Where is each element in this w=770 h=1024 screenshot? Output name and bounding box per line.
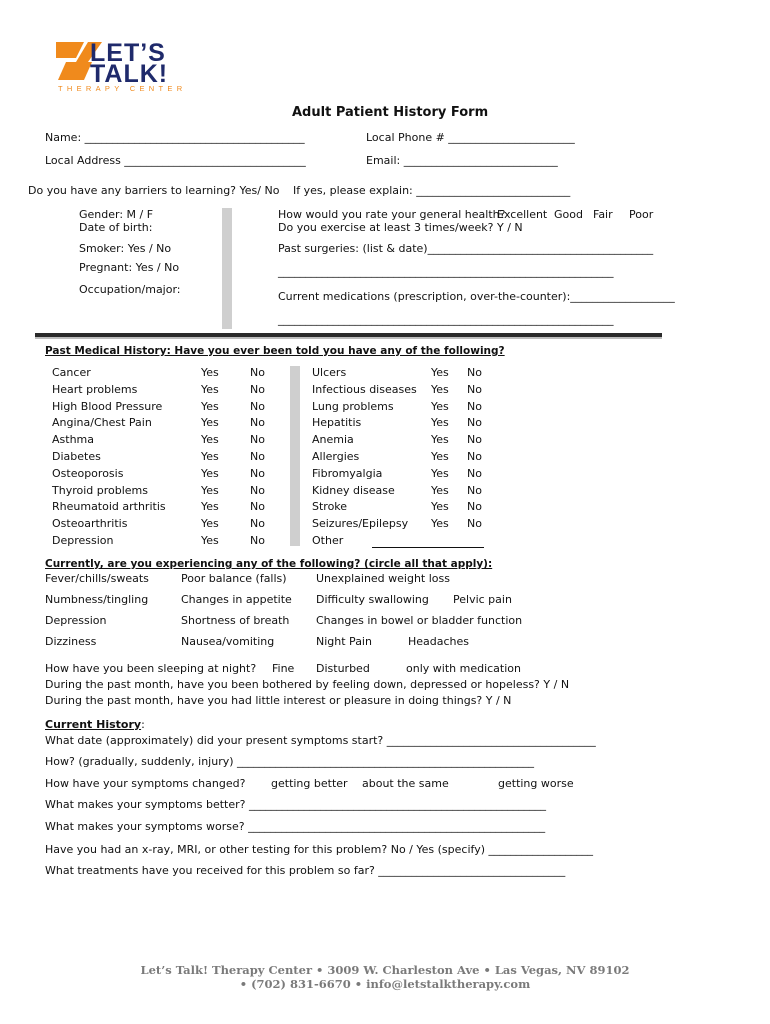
symptom-option[interactable]: Fever/chills/sweats <box>45 572 149 585</box>
pmh-no-option[interactable]: No <box>467 382 482 396</box>
pmh-no-option[interactable]: No <box>467 517 482 531</box>
symptom-option[interactable]: Nausea/vomiting <box>181 635 275 648</box>
pmh-condition-label: Stroke <box>312 500 348 514</box>
pmh-no-option[interactable]: No <box>467 399 482 413</box>
sleep-option-medication[interactable]: only with medication <box>406 662 521 675</box>
pmh-yes-option[interactable]: Yes <box>201 416 219 430</box>
logo <box>54 40 214 100</box>
pmh-no-option[interactable]: No <box>467 433 482 447</box>
pmh-no-option[interactable]: No <box>467 483 482 497</box>
dob-field[interactable]: Date of birth: <box>79 221 153 234</box>
pmh-no-option[interactable]: No <box>467 416 482 430</box>
pmh-yes-option[interactable]: Yes <box>431 382 449 396</box>
pmh-other-line[interactable] <box>372 547 484 548</box>
pmh-condition-label: Thyroid problems <box>52 483 148 497</box>
pmh-no-option[interactable]: No <box>250 366 265 379</box>
pmh-no-option[interactable]: No <box>250 500 265 514</box>
pmh-condition-label: Seizures/Epilepsy <box>312 517 409 531</box>
pmh-no-option[interactable]: No <box>250 534 265 547</box>
symptom-option[interactable]: Pelvic pain <box>453 593 512 606</box>
pmh-no-option[interactable]: No <box>467 450 482 463</box>
smoker-field[interactable]: Smoker: Yes / No <box>79 242 172 255</box>
current-heading: Currently, are you experiencing any of the following? (circle all that apply): <box>45 558 493 570</box>
pmh-yes-option[interactable]: Yes <box>431 399 449 413</box>
surgeries-field[interactable]: Past surgeries: (list & date)_________________________________________ <box>278 242 654 255</box>
local-phone-field[interactable]: Local Phone # _______________________ <box>366 131 575 144</box>
occupation-field[interactable]: Occupation/major: <box>79 283 181 296</box>
symptom-option[interactable]: Depression <box>45 614 107 627</box>
history-heading-wrap <box>45 718 145 731</box>
pmh-no-option[interactable]: No <box>467 466 482 480</box>
divider-bar <box>222 208 232 329</box>
surgeries-blank-line[interactable]: _____________________________________________________________ <box>278 265 614 278</box>
health-option-fair[interactable]: Fair <box>593 208 613 221</box>
pmh-condition-label: Infectious diseases <box>312 382 417 396</box>
symptoms-how-field[interactable]: How? (gradually, suddenly, injury) ______________________________________________________ <box>45 755 535 768</box>
medications-field[interactable]: Current medications (prescription, over-the-counter):___________________ <box>278 290 675 303</box>
sleep-option-disturbed[interactable]: Disturbed <box>316 662 370 675</box>
pmh-yes-option[interactable]: Yes <box>431 500 449 514</box>
local-address-field[interactable]: Local Address _________________________________ <box>45 154 306 167</box>
name-field[interactable]: Name: ________________________________________ <box>45 131 305 144</box>
symptom-option[interactable]: Changes in appetite <box>181 593 292 606</box>
pmh-condition-label: Heart problems <box>52 382 138 396</box>
pmh-condition-label: Hepatitis <box>312 416 362 430</box>
pmh-no-option[interactable]: No <box>250 399 265 413</box>
pmh-yes-option[interactable]: Yes <box>201 366 219 379</box>
symptoms-changed-question: How have your symptoms changed? <box>45 777 246 790</box>
pmh-heading: Past Medical History: Have you ever been told you have any of the following? <box>45 345 505 357</box>
pmh-no-option[interactable]: No <box>250 466 265 480</box>
exercise-question[interactable]: Do you exercise at least 3 times/week? Y / N <box>278 221 523 234</box>
changed-option-worse[interactable]: getting worse <box>498 777 574 790</box>
pmh-yes-option[interactable]: Yes <box>431 450 449 463</box>
pmh-no-option[interactable]: No <box>250 517 265 531</box>
pmh-condition-label: High Blood Pressure <box>52 399 163 413</box>
general-health-question: How would you rate your general health? <box>278 208 506 221</box>
pmh-yes-option[interactable]: Yes <box>201 517 219 531</box>
barriers-question[interactable]: Do you have any barriers to learning? Yes/ No <box>28 184 280 197</box>
pmh-yes-option[interactable]: Yes <box>201 450 219 463</box>
logo-line1: LET’S <box>90 39 166 67</box>
pmh-condition-label: Angina/Chest Pain <box>52 416 152 430</box>
makes-better-field[interactable]: What makes your symptoms better? ______________________________________________________ <box>45 798 546 811</box>
symptom-option[interactable]: Numbness/tingling <box>45 593 149 606</box>
pregnant-field[interactable]: Pregnant: Yes / No <box>79 261 180 274</box>
symptom-option[interactable]: Unexplained weight loss <box>316 572 450 585</box>
pmh-divider-bar <box>290 366 300 546</box>
sleep-option-fine[interactable]: Fine <box>272 662 295 675</box>
symptom-option[interactable]: Shortness of breath <box>181 614 290 627</box>
pmh-yes-option[interactable]: Yes <box>201 433 219 447</box>
symptom-option[interactable]: Dizziness <box>45 635 97 648</box>
pmh-condition-label: Asthma <box>52 433 94 447</box>
pmh-no-option[interactable]: No <box>250 416 265 430</box>
sleep-question: How have you been sleeping at night? <box>45 662 257 675</box>
pmh-condition-label: Cancer <box>52 366 91 379</box>
pmh-condition-label: Fibromyalgia <box>312 466 383 480</box>
pmh-condition-label: Anemia <box>312 433 354 447</box>
health-option-excellent[interactable]: Excellent <box>497 208 548 221</box>
pmh-yes-option[interactable]: Yes <box>431 517 449 531</box>
pmh-no-option[interactable]: No <box>467 500 482 514</box>
barriers-explain-field[interactable]: If yes, please explain: ____________________________ <box>293 184 571 197</box>
footer-contact: • (702) 831-6670 • info@letstalktherapy.com <box>239 977 531 991</box>
pmh-yes-option[interactable]: Yes <box>431 433 449 447</box>
pmh-yes-option[interactable]: Yes <box>431 466 449 480</box>
pmh-yes-option[interactable]: Yes <box>431 483 449 497</box>
pmh-no-option[interactable]: No <box>250 483 265 497</box>
pmh-yes-option[interactable]: Yes <box>201 483 219 497</box>
pmh-yes-option[interactable]: Yes <box>201 534 219 547</box>
changed-option-same[interactable]: about the same <box>362 777 449 790</box>
pmh-condition-label: Lung problems <box>312 399 394 413</box>
symptoms-start-field[interactable]: What date (approximately) did your present symptoms start? ______________________________________ <box>45 734 596 747</box>
testing-field[interactable]: Have you had an x-ray, MRI, or other testing for this problem? No / Yes (specify) ___________________ <box>45 843 593 856</box>
symptom-option[interactable]: Headaches <box>408 635 470 648</box>
treatments-field[interactable]: What treatments have you received for this problem so far? __________________________________ <box>45 864 566 877</box>
pmh-yes-option[interactable]: Yes <box>431 366 449 379</box>
changed-option-better[interactable]: getting better <box>271 777 348 790</box>
symptom-option[interactable]: Night Pain <box>316 635 372 648</box>
logo-line2: TALK! <box>90 60 169 88</box>
logo-tagline: THERAPY CENTER <box>58 84 187 93</box>
medications-blank-line[interactable]: _____________________________________________________________ <box>278 313 614 326</box>
pmh-condition-label: Osteoarthritis <box>52 517 128 531</box>
section-divider <box>35 333 662 339</box>
symptom-option[interactable]: Difficulty swallowing <box>316 593 429 606</box>
email-field[interactable]: Email: ____________________________ <box>366 154 558 167</box>
little-interest-question[interactable]: During the past month, have you had little interest or pleasure in doing things? Y / N <box>45 694 512 707</box>
history-heading-colon: : <box>141 718 145 731</box>
pmh-condition-label: Allergies <box>312 450 360 463</box>
pmh-condition-label: Rheumatoid arthritis <box>52 500 166 514</box>
pmh-no-option[interactable]: No <box>467 366 482 379</box>
page-title: Adult Patient History Form <box>292 105 489 120</box>
pmh-condition-label: Diabetes <box>52 450 101 463</box>
health-option-poor[interactable]: Poor <box>629 208 654 221</box>
pmh-condition-label: Osteoporosis <box>52 466 124 480</box>
pmh-no-option[interactable]: No <box>250 433 265 447</box>
symptom-option[interactable]: Poor balance (falls) <box>181 572 287 585</box>
pmh-other-label: Other <box>312 534 344 547</box>
pmh-no-option[interactable]: No <box>250 450 265 463</box>
health-option-good[interactable]: Good <box>554 208 583 221</box>
pmh-condition-label: Ulcers <box>312 366 347 379</box>
pmh-yes-option[interactable]: Yes <box>431 416 449 430</box>
pmh-yes-option[interactable]: Yes <box>201 382 219 396</box>
pmh-condition-label: Kidney disease <box>312 483 395 497</box>
makes-worse-field[interactable]: What makes your symptoms worse? ______________________________________________________ <box>45 820 546 833</box>
pmh-yes-option[interactable]: Yes <box>201 500 219 514</box>
symptom-option[interactable]: Changes in bowel or bladder function <box>316 614 523 627</box>
footer-address: Let’s Talk! Therapy Center • 3009 W. Charleston Ave • Las Vegas, NV 89102 <box>140 963 630 977</box>
history-heading: Current History <box>45 718 142 731</box>
pmh-condition-label: Depression <box>52 534 114 547</box>
feeling-down-question[interactable]: During the past month, have you been bothered by feeling down, depressed or hopeless? Y / N <box>45 678 570 691</box>
gender-field[interactable]: Gender: M / F <box>79 208 154 221</box>
pmh-no-option[interactable]: No <box>250 382 265 396</box>
pmh-yes-option[interactable]: Yes <box>201 466 219 480</box>
pmh-yes-option[interactable]: Yes <box>201 399 219 413</box>
